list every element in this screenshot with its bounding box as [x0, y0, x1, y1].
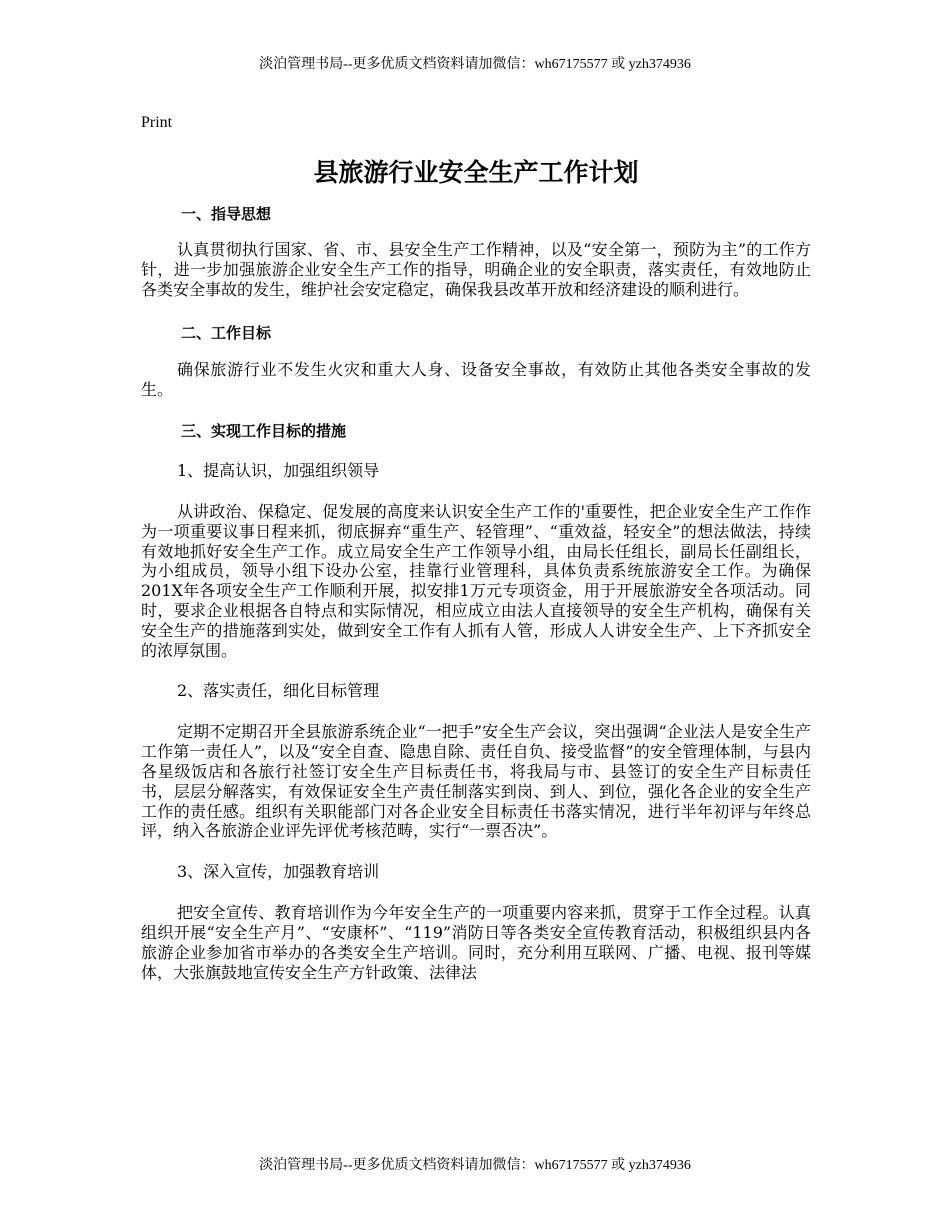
- page-footer: 淡泊管理书局--更多优质文档资料请加微信：wh67175577 或 yzh374936: [259, 1158, 691, 1173]
- subsection-paragraph-awareness: 从讲政治、保稳定、促发展的高度来认识安全生产工作的'重要性，把企业安全生产工作作为一项重要议事日程来抓，彻底摒弃“重生产、轻管理”、“重效益，轻安全”的想法做法，持续有效地抓好安全生产工作。成立局安全生产工作领导小组，由局长任组长，副局长任副组长，为小组成员，领导小组下设办公室，挂靠行业管理科，具体负责系统旅游安全工作。为确保201X年各项安全生产工作顺利开展，拟安排1万元专项资金，用于开展旅游安全各项活动。同时，要求企业根据各自特点和实际情况，相应成立由法人直接领导的安全生产机构，确保有关安全生产的措施落到实处，做到安全工作有人抓有人管，形成人人讲安全生产、上下齐抓安全的浓厚氛围。: [141, 501, 811, 660]
- document-body: [141, 112, 811, 982]
- section-heading-measures: 三、实现工作目标的措施: [181, 421, 347, 440]
- page-header: 淡泊管理书局--更多优质文档资料请加微信：wh67175577 或 yzh374936: [259, 57, 691, 72]
- subsection-heading-awareness: 1、提高认识，加强组织领导: [177, 460, 380, 480]
- print-label: Print: [141, 114, 173, 131]
- subsection-paragraph-responsibility: 定期不定期召开全县旅游系统企业“一把手”安全生产会议，突出强调“企业法人是安全生产工作第一责任人”，以及“安全自查、隐患自除、责任自负、接受监督”的安全管理体制，与县内各星级饭店和各旅行社签订安全生产目标责任书，将我局与市、县签订的安全生产目标责任书，层层分解落实，有效保证安全生产责任制落实到岗、到人、到位，强化各企业的安全生产工作的责任感。组织有关职能部门对各企业安全目标责任书落实情况，进行半年初评与年终总评，纳入各旅游企业评先评优考核范畴，实行“一票否决”。: [141, 722, 811, 841]
- document-title: 县旅游行业安全生产工作计划: [313, 158, 639, 187]
- section-paragraph-work-goal: 确保旅游行业不发生火灾和重大人身、设备安全事故，有效防止其他各类安全事故的发生。: [141, 360, 811, 400]
- subsection-paragraph-publicity: 把安全宣传、教育培训作为今年安全生产的一项重要内容来抓，贯穿于工作全过程。认真组织开展“安全生产月”、“安康杯”、“119”消防日等各类安全宣传教育活动，积极组织县内各旅游企业参加省市举办的各类安全生产培训。同时，充分利用互联网、广播、电视、报刊等媒体，大张旗鼓地宣传安全生产方针政策、法律法: [141, 903, 811, 982]
- subsection-heading-responsibility: 2、落实责任，细化目标管理: [177, 681, 380, 701]
- section-heading-work-goal: 二、工作目标: [181, 324, 272, 343]
- section-paragraph-guiding-ideology: 认真贯彻执行国家、省、市、县安全生产工作精神，以及“安全第一，预防为主”的工作方针，进一步加强旅游企业安全生产工作的指导，明确企业的安全职责，落实责任，有效地防止各类安全事故的发生，维护社会安定稳定，确保我县改革开放和经济建设的顺利进行。: [141, 240, 811, 299]
- subsection-heading-publicity: 3、深入宣传，加强教育培训: [177, 862, 380, 882]
- section-heading-guiding-ideology: 一、指导思想: [181, 205, 272, 223]
